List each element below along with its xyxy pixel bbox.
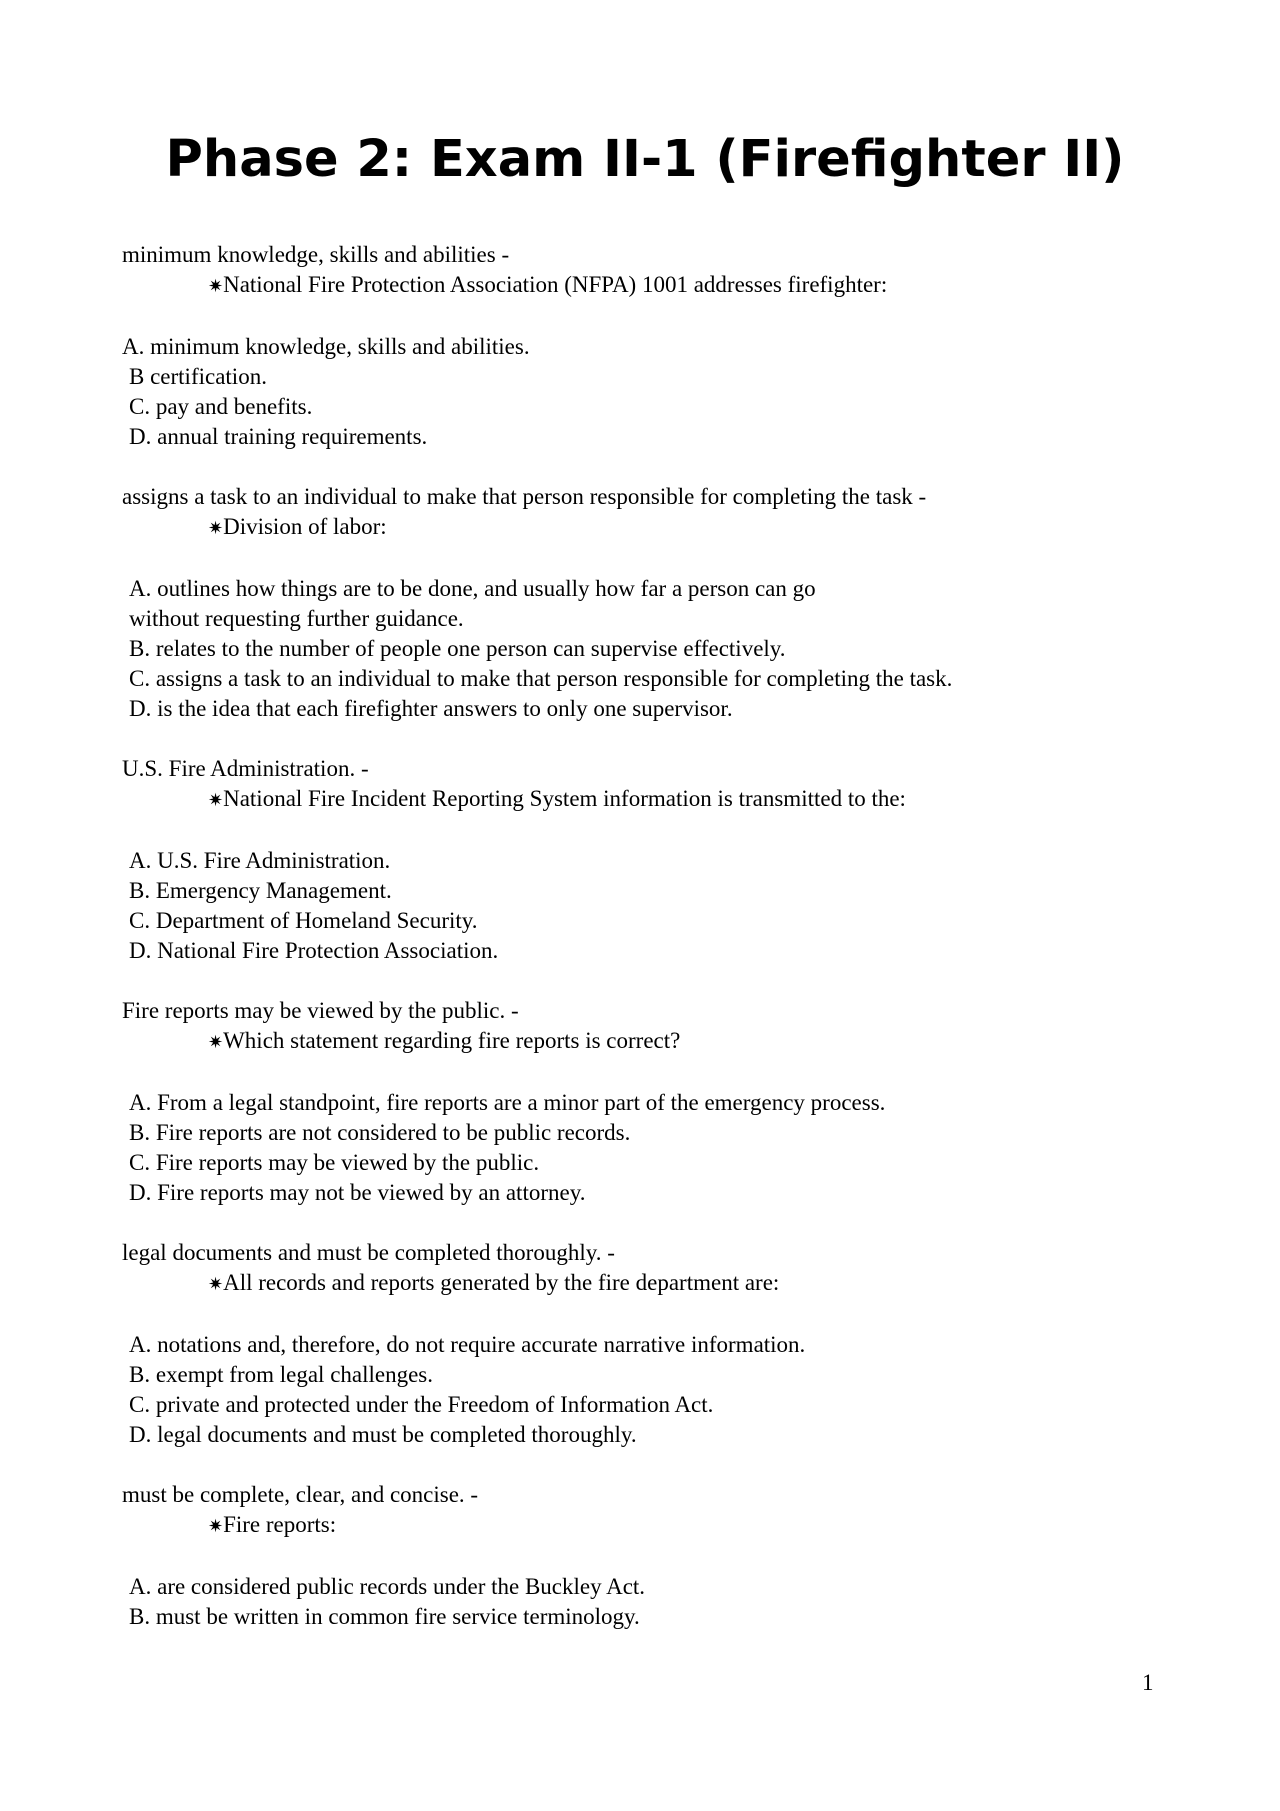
option-list [122, 1330, 1182, 1450]
option-c: C. private and protected under the Freedom of Information Act. [129, 1392, 714, 1417]
asterisk-icon: ✷ [208, 790, 224, 811]
question-answer: must be complete, clear, and concise. - [122, 1482, 479, 1507]
question-answer: legal documents and must be completed thoroughly. - [122, 1240, 615, 1265]
question-prompt-text: Fire reports: [223, 1512, 337, 1537]
option-d: D. legal documents and must be completed thoroughly. [129, 1422, 637, 1447]
asterisk-icon: ✷ [208, 518, 224, 539]
question-prompt-text: Division of labor: [223, 514, 387, 539]
question-prompt-text: National Fire Incident Reporting System information is transmitted to the: [223, 786, 906, 811]
option-a: A. outlines how things are to be done, and usually how far a person can go [129, 576, 816, 601]
question-item [122, 240, 1182, 452]
question-item [122, 996, 1182, 1208]
option-c: C. assigns a task to an individual to make that person responsible for completing the task. [129, 666, 953, 691]
option-c: C. Department of Homeland Security. [129, 908, 478, 933]
question-prompt [122, 1510, 1182, 1542]
question-list [122, 240, 1182, 1662]
asterisk-icon: ✷ [208, 276, 224, 297]
option-a: A. are considered public records under the Buckley Act. [129, 1574, 646, 1599]
option-b: B. must be written in common fire service terminology. [129, 1604, 640, 1629]
option-d: D. annual training requirements. [129, 424, 428, 449]
option-a: A. From a legal standpoint, fire reports are a minor part of the emergency process. [129, 1090, 886, 1115]
option-d: D. National Fire Protection Association. [129, 938, 499, 963]
question-item [122, 1480, 1182, 1632]
question-prompt-text: All records and reports generated by the fire department are: [223, 1270, 780, 1295]
asterisk-icon: ✷ [208, 1274, 224, 1295]
option-b: B. exempt from legal challenges. [129, 1362, 434, 1387]
option-b: B certification. [129, 364, 267, 389]
option-b: B. Emergency Management. [129, 878, 392, 903]
question-prompt [122, 270, 1182, 302]
asterisk-icon: ✷ [208, 1032, 224, 1053]
option-a: A. minimum knowledge, skills and abilities. [122, 334, 530, 359]
option-c: C. pay and benefits. [129, 394, 313, 419]
option-d: D. Fire reports may not be viewed by an attorney. [129, 1180, 586, 1205]
option-b: B. relates to the number of people one person can supervise effectively. [129, 636, 786, 661]
option-list [122, 1572, 1182, 1632]
question-prompt-text: National Fire Protection Association (NFPA) 1001 addresses firefighter: [223, 272, 888, 297]
page-title: Phase 2: Exam II-1 (Firefighter II) [165, 130, 1125, 189]
question-item [122, 754, 1182, 966]
question-prompt [122, 512, 1182, 544]
question-answer: Fire reports may be viewed by the public. - [122, 998, 519, 1023]
page-number: 1 [1142, 1670, 1154, 1695]
question-answer: assigns a task to an individual to make that person responsible for completing the task - [122, 484, 927, 509]
question-answer: U.S. Fire Administration. - [122, 756, 369, 781]
option-list [122, 332, 1182, 452]
option-a: A. U.S. Fire Administration. [129, 848, 391, 873]
option-a-continuation: without requesting further guidance. [129, 606, 464, 631]
question-answer: minimum knowledge, skills and abilities - [122, 242, 510, 267]
option-list [122, 846, 1182, 966]
option-a: A. notations and, therefore, do not require accurate narrative information. [129, 1332, 806, 1357]
option-c: C. Fire reports may be viewed by the public. [129, 1150, 540, 1175]
option-b: B. Fire reports are not considered to be public records. [129, 1120, 631, 1145]
question-prompt [122, 1268, 1182, 1300]
option-list [122, 574, 1182, 724]
option-d: D. is the idea that each firefighter answers to only one supervisor. [129, 696, 733, 721]
asterisk-icon: ✷ [208, 1516, 224, 1537]
question-item [122, 482, 1182, 724]
question-prompt [122, 1026, 1182, 1058]
question-prompt-text: Which statement regarding fire reports is correct? [223, 1028, 681, 1053]
question-item [122, 1238, 1182, 1450]
question-prompt [122, 784, 1182, 816]
option-list [122, 1088, 1182, 1208]
